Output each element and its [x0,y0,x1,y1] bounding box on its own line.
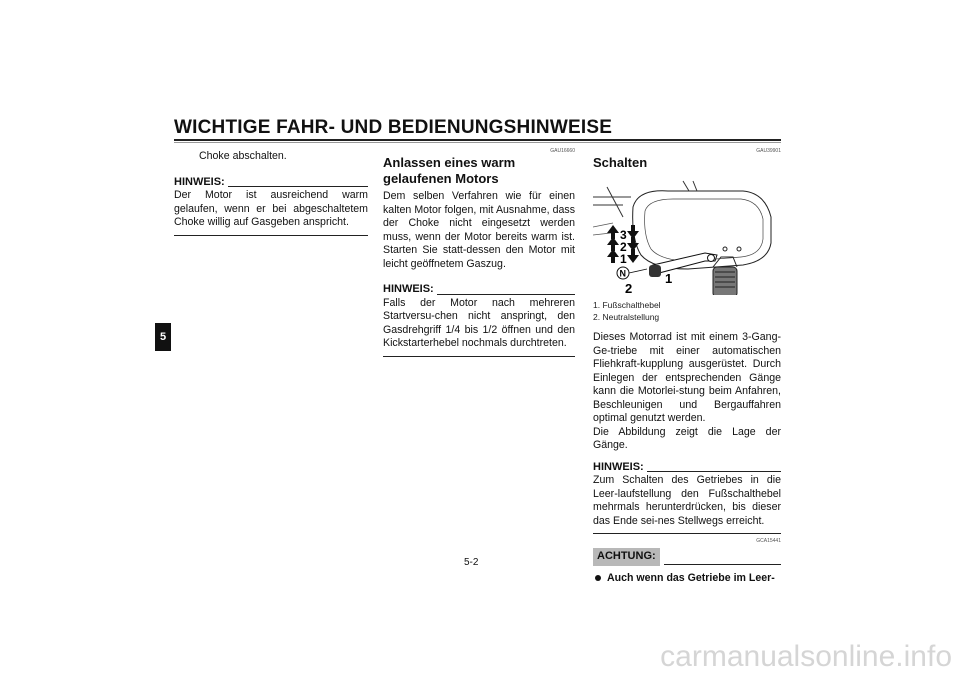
note-heading [174,176,368,190]
warning-heading [593,548,781,566]
neutral-label: N [619,268,626,279]
shift-pedal-rubber [649,265,661,277]
section-heading: Schalten [593,155,648,170]
figure-caption-1: 1. Fußschalthebel [593,300,661,310]
intro-text: Choke abschalten. [199,150,287,162]
note-rule [437,294,575,295]
note-label: HINWEIS: [593,460,644,473]
column-2 [383,148,575,357]
gear-label-1: 1 [620,252,627,266]
note-end-rule [174,235,368,236]
warning-bullet: Auch wenn das Getriebe im Leer- [593,572,781,586]
note-rule [228,186,368,187]
note-label: HINWEIS: [383,283,434,295]
watermark: carmanualsonline.info [660,640,952,673]
page-title: WICHTIGE FAHR- UND BEDIENUNGSHINWEISE [174,117,613,138]
section-body-2: Die Abbildung zeigt die Lage der Gänge. [593,425,781,451]
figure-caption-2: 2. Neutralstellung [593,312,660,322]
title-rule-thin [174,142,781,143]
note-end-rule [383,356,575,357]
gear-shift-figure [593,177,781,295]
gear-label-2: 2 [620,240,627,254]
warning-code: GCA15441 [756,538,781,544]
callout-1: 1 [665,271,673,286]
section-heading: Anlassen eines warm gelaufenen Motors [383,155,516,186]
column-1 [174,148,368,236]
note-text: Der Motor ist ausreichend warm gelaufen, wenn er bei abgeschaltetem Choke willig auf Gasgeben anspricht. [174,189,368,228]
section-code: GAU16660 [550,148,575,154]
callout-2: 2 [625,281,633,295]
chapter-tab: 5 [155,323,171,351]
note-heading [383,283,575,297]
note-label: HINWEIS: [174,175,225,188]
warning-rule [664,564,781,565]
section-body: Dieses Motorrad ist mit einem 3-Gang-Ge-triebe mit einer automatischen Fliehkraft-kupplung ausgerüstet. Durch Einlegen der entsprechenden Gänge kann die Motorlei-stung beim Anfahren, Beschleunigen und Bergauffahren optimal genutzt werden. [593,331,781,424]
column-3 [593,148,781,585]
note-end-rule [593,533,781,534]
note-text: Zum Schalten des Getriebes in die Leer-laufstellung den Fußschalthebel mehrmals herunterdrücken, bis dieser das Ende sei-nes Stellwegs erreicht. [593,474,781,527]
note-text: Falls der Motor nach mehreren Startversu-chen nicht anspringt, den Gasdrehgriff 1/4 bis 1/2 öffnen und den Kickstarterhebel nochmals durchtreten. [383,296,575,349]
title-rule [174,139,781,141]
note-heading [593,461,781,475]
page-number: 5-2 [464,557,479,568]
note-rule [647,471,781,472]
warning-label: ACHTUNG: [593,548,660,566]
section-body: Dem selben Verfahren wie für einen kalten Motor folgen, mit Ausnahme, dass der Choke nicht eingesetzt werden muss, wenn der Motor bereits warm ist. Starten Sie statt-dessen den Motor mit leicht geöffnetem Gaszug. [383,190,575,270]
section-code: GAU39901 [756,148,781,154]
gear-label-3: 3 [620,228,627,242]
